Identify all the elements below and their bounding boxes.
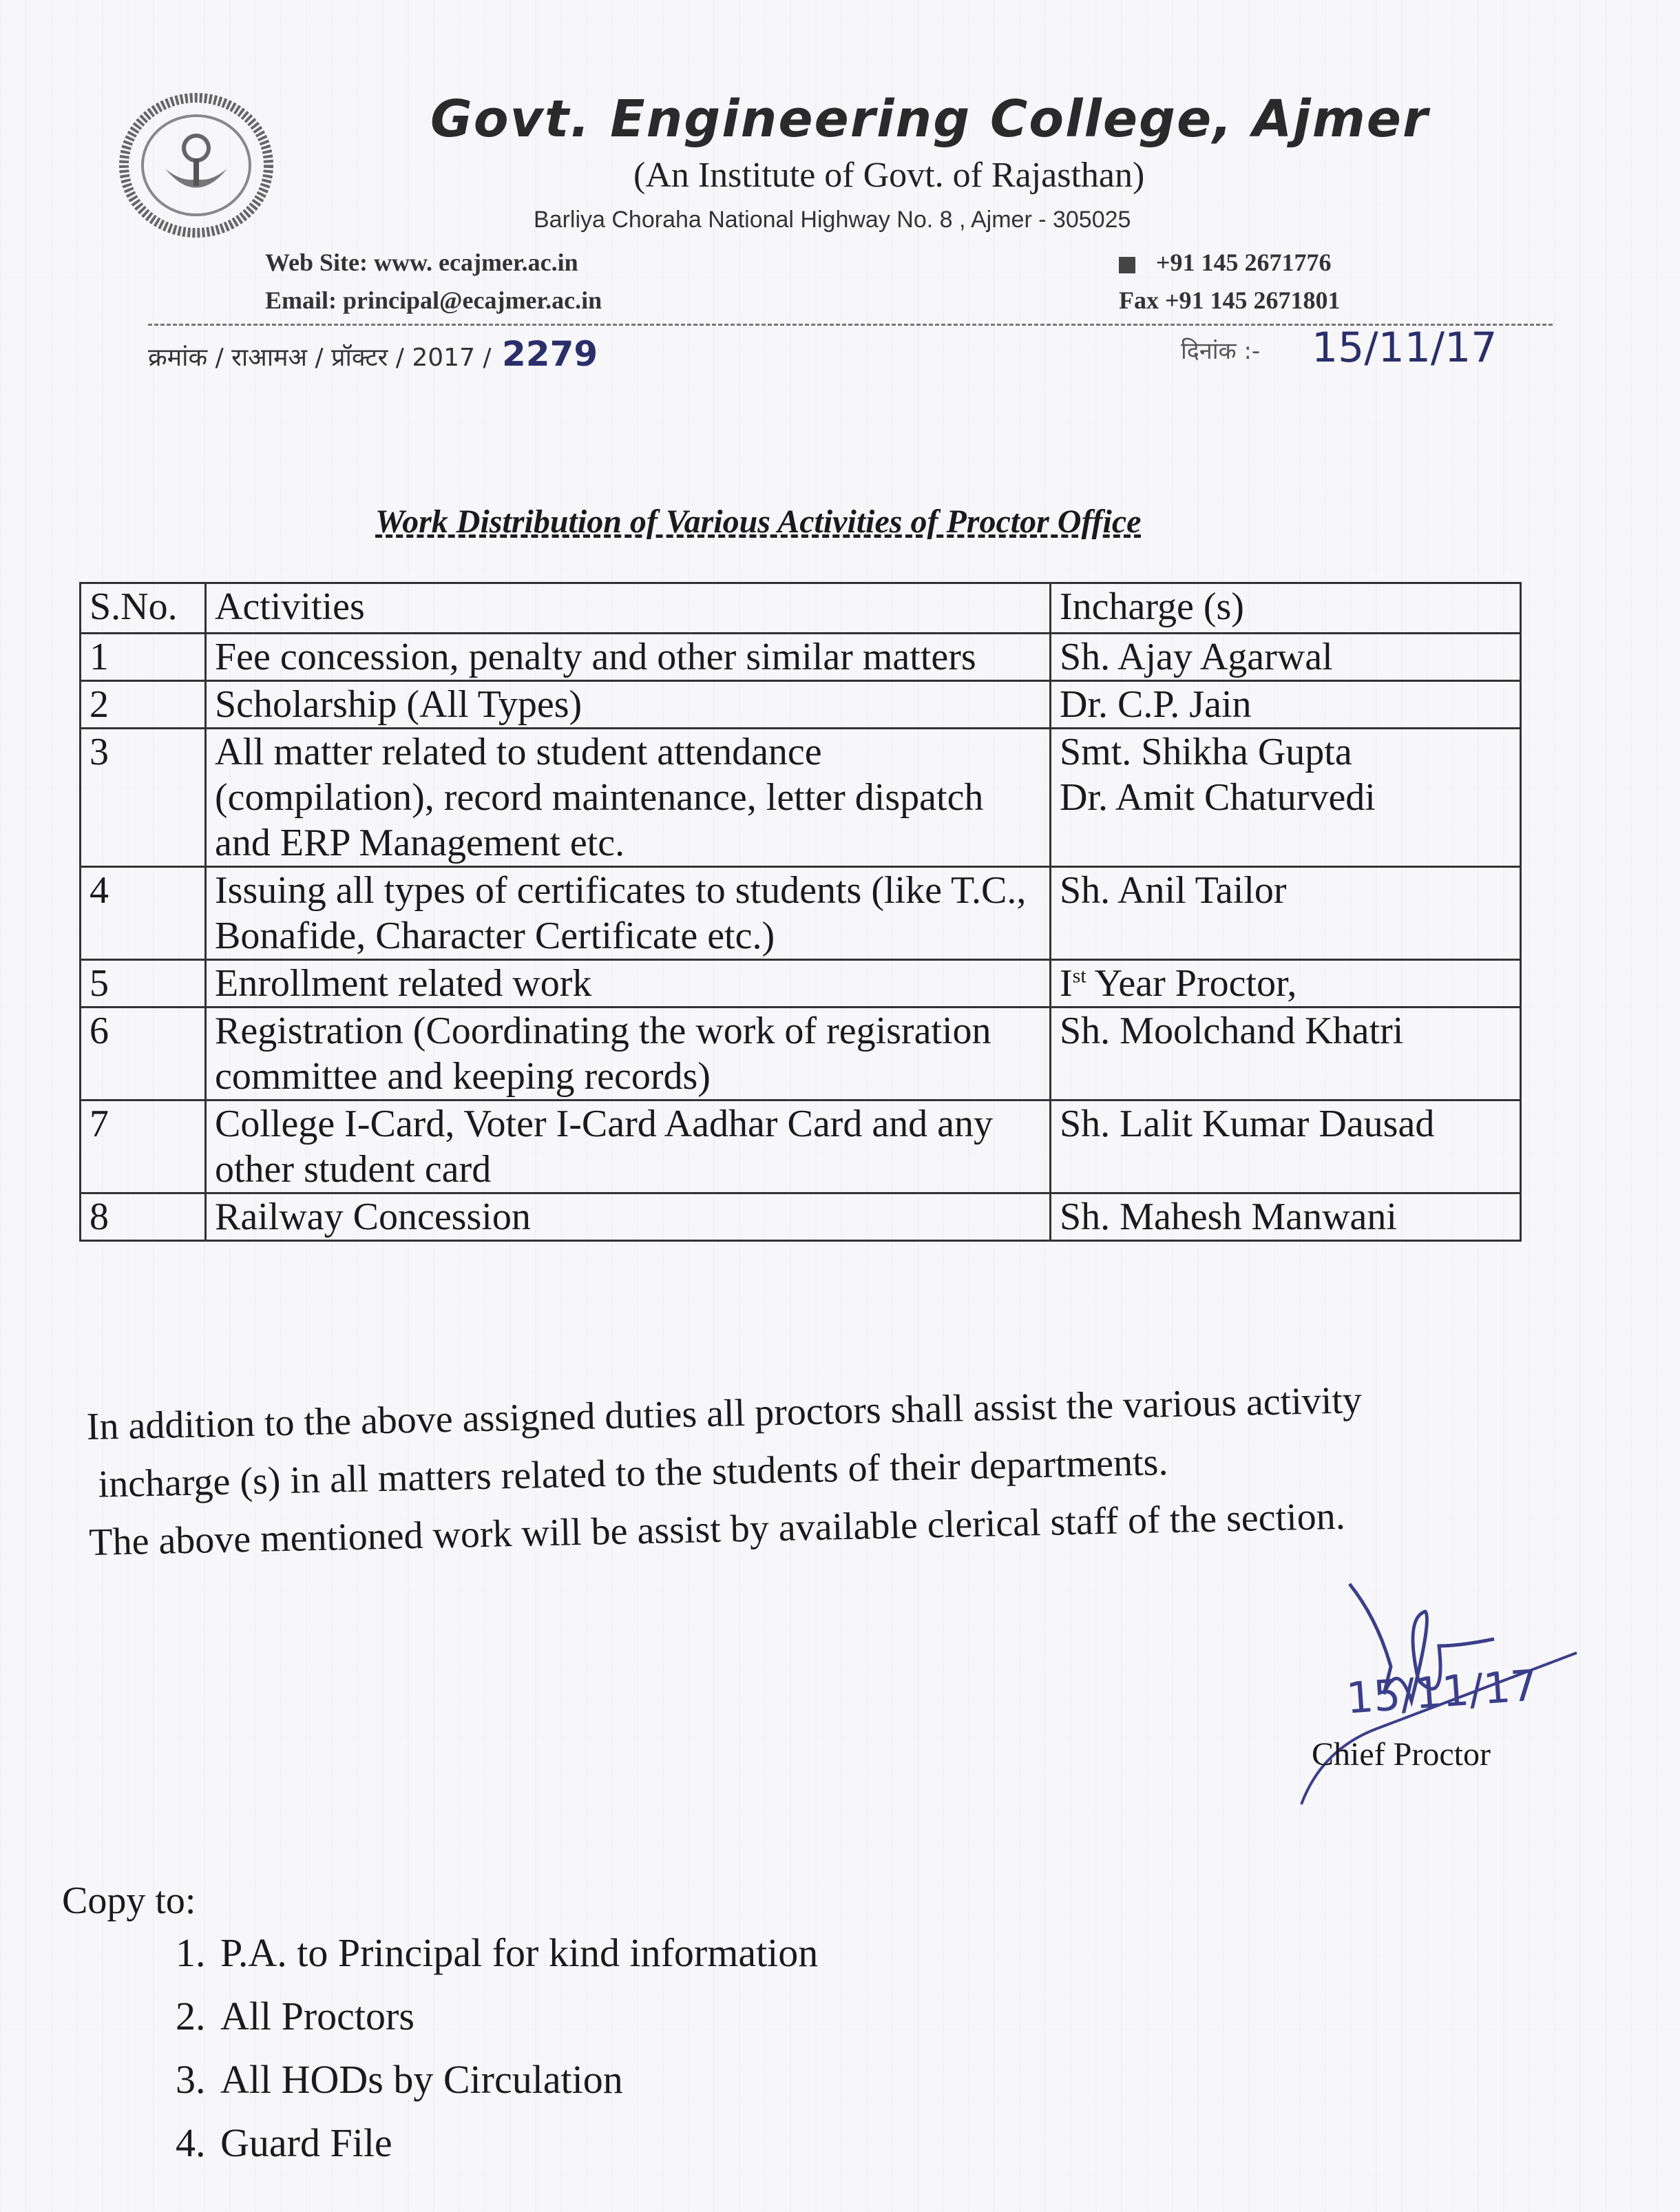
column-header-sno: S.No. (81, 583, 206, 634)
document-heading: Work Distribution of Various Activities of Proctor Office (375, 503, 1142, 540)
row-activity: Registration (Coordinating the work of regisration committee and keeping records) (206, 1008, 1051, 1100)
phone-icon (1119, 257, 1135, 273)
row-incharge (1051, 634, 1521, 681)
row-sno: 5 (81, 960, 206, 1008)
table-header-row (81, 583, 1521, 634)
note-line-2: incharge (s) in all matters related to the students of their departments. (97, 1441, 1168, 1506)
table-row (81, 867, 1521, 960)
notes-paragraph (86, 1367, 1570, 1572)
row-sno: 6 (81, 1008, 206, 1100)
institution-title: Govt. Engineering College, Ajmer (430, 90, 1429, 149)
table-row (81, 1008, 1521, 1100)
incharge-name: Sh. Anil Tailor (1060, 869, 1287, 912)
institution-address: Barliya Choraha National Highway No. 8 , Ajmer - 305025 (534, 207, 1131, 233)
incharge-name: Sh. Lalit Kumar Dausad (1060, 1103, 1435, 1145)
row-activity: Issuing all types of certificates to students (like T.C., Bonafide, Character Certificate etc.) (206, 867, 1051, 960)
table-row (81, 681, 1521, 729)
list-item: 1. P.A. to Principal for kind information (176, 1930, 819, 1975)
date-label: दिनांक :- (1181, 337, 1261, 365)
phone-line (1119, 248, 1332, 277)
reference-handwritten-number: 2279 (502, 334, 598, 374)
copy-to-label: Copy to: (62, 1879, 196, 1922)
copy-to-list (176, 1921, 818, 2175)
row-sno: 7 (81, 1100, 206, 1193)
incharge-ordinal: st (1072, 964, 1086, 988)
row-activity: Scholarship (All Types) (206, 681, 1051, 729)
list-item: 3. All HODs by Circulation (176, 2057, 623, 2102)
row-incharge (1051, 1193, 1521, 1241)
incharge-prefix: I (1060, 962, 1073, 1005)
note-line-1: In addition to the above assigned duties all proctors shall assist the various activity (86, 1379, 1363, 1448)
row-incharge (1051, 1100, 1521, 1193)
row-sno: 3 (81, 729, 206, 867)
table-row (81, 634, 1521, 681)
email-text: Email: principal@ecajmer.ac.in (265, 286, 602, 314)
signatory-title: Chief Proctor (1312, 1736, 1491, 1773)
row-incharge (1051, 867, 1521, 960)
row-sno: 1 (81, 634, 206, 681)
incharge-suffix: Year Proctor, (1086, 962, 1297, 1005)
incharge-name: Dr. C.P. Jain (1060, 683, 1252, 726)
row-incharge (1051, 729, 1521, 867)
website-text: Web Site: www. ecajmer.ac.in (265, 249, 578, 276)
row-activity: Fee concession, penalty and other similar matters (206, 634, 1051, 681)
incharge-name: Sh. Mahesh Manwani (1060, 1196, 1397, 1238)
table-row (81, 729, 1521, 867)
table-row (81, 1100, 1521, 1193)
table-row (81, 960, 1521, 1008)
table-row (81, 1193, 1521, 1241)
reference-number (148, 334, 598, 374)
row-activity: Enrollment related work (206, 960, 1051, 1008)
fax-text: Fax +91 145 2671801 (1119, 286, 1341, 314)
note-line-3: The above mentioned work will be assist by available clerical staff of the section. (88, 1494, 1346, 1564)
reference-prefix: क्रमांक / राआमअ / प्रॉक्टर / 2017 / (148, 344, 492, 372)
row-sno: 8 (81, 1193, 206, 1241)
work-distribution-table (79, 582, 1522, 1242)
row-activity: College I-Card, Voter I-Card Aadhar Card and any other student card (206, 1100, 1051, 1193)
college-logo-icon (114, 90, 279, 241)
incharge-name: Sh. Moolchand Khatri (1060, 1010, 1404, 1052)
row-sno: 4 (81, 867, 206, 960)
date-handwritten: 15/11/17 (1312, 324, 1498, 372)
list-item: 2. All Proctors (176, 1994, 414, 2038)
column-header-incharge: Incharge (s) (1051, 583, 1521, 634)
row-incharge (1051, 681, 1521, 729)
column-header-activities: Activities (206, 583, 1051, 634)
list-item: 4. Guard File (176, 2120, 392, 2165)
row-incharge (1051, 960, 1521, 1008)
row-activity: Railway Concession (206, 1193, 1051, 1241)
incharge-name: Sh. Ajay Agarwal (1060, 636, 1333, 678)
institution-subtitle: (An Institute of Govt. of Rajasthan) (633, 156, 1145, 195)
signature-handwritten-date: 15/11/17 (1344, 1660, 1540, 1724)
incharge-name: Dr. Amit Chaturvedi (1060, 776, 1376, 819)
phone-number: +91 145 2671776 (1156, 249, 1332, 276)
row-incharge (1051, 1008, 1521, 1100)
incharge-name: Smt. Shikha Gupta (1060, 731, 1352, 773)
row-sno: 2 (81, 681, 206, 729)
row-activity: All matter related to student attendance (compilation), record maintenance, letter dispatch and ERP Management etc. (206, 729, 1051, 867)
